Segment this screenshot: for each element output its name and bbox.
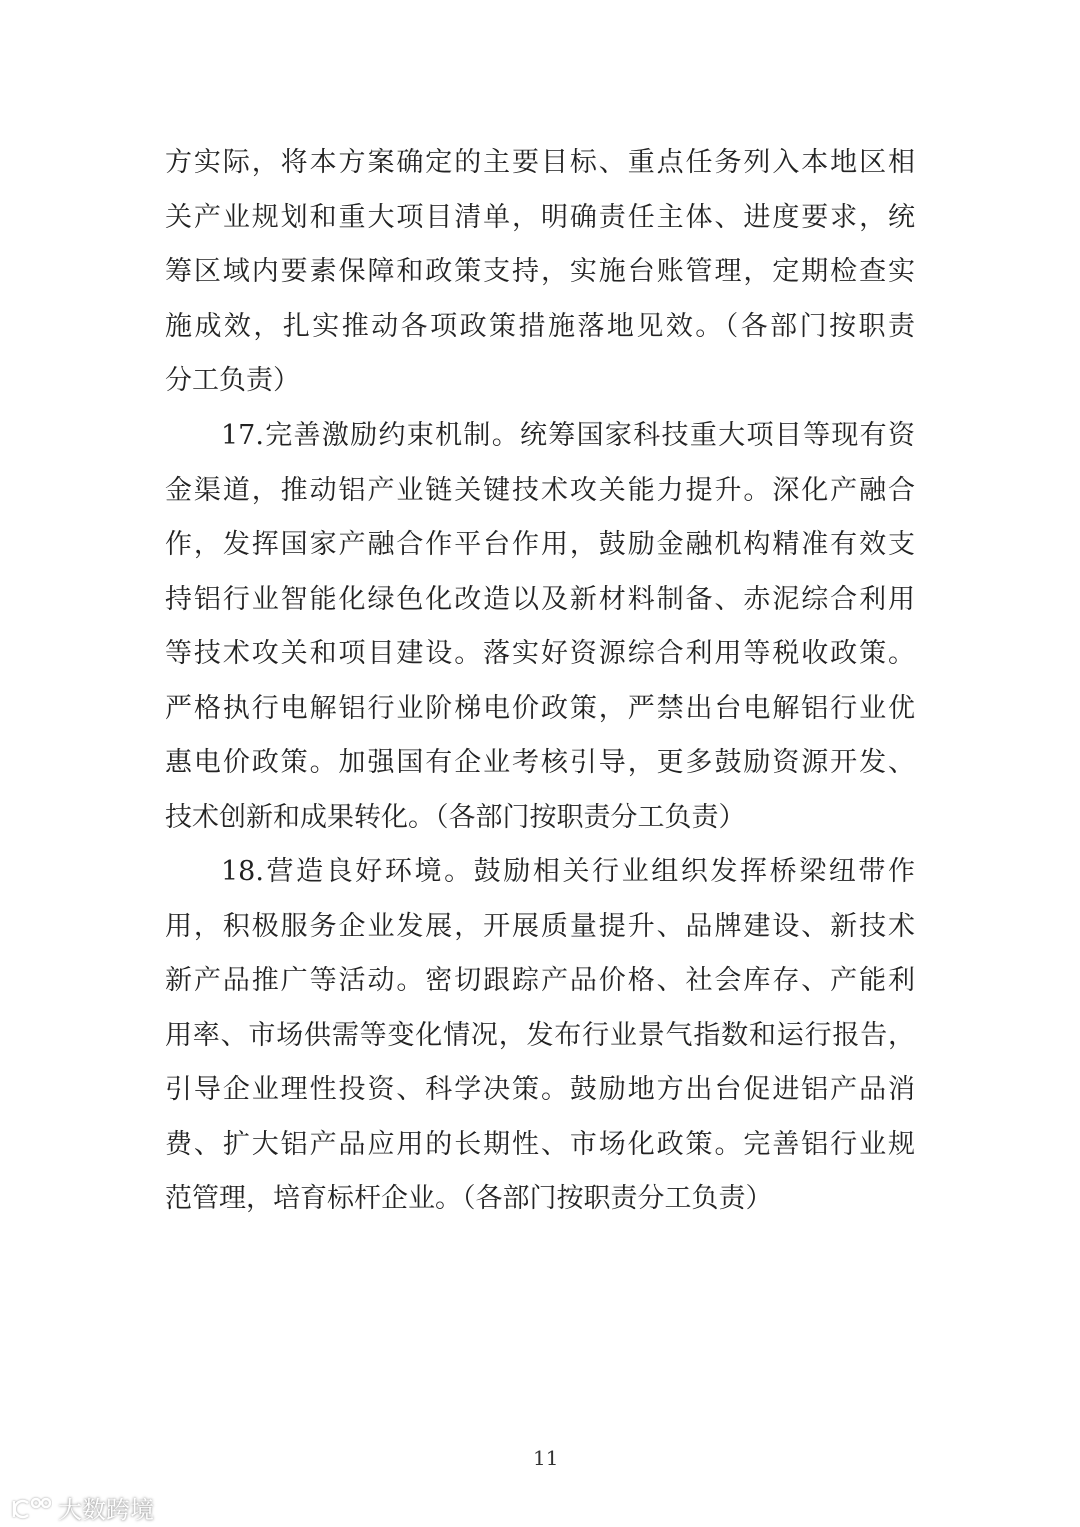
watermark-text: 大数跨境 bbox=[58, 1496, 154, 1524]
text-line: 关产业规划和重大项目清单，明确责任主体、进度要求，统 bbox=[165, 202, 915, 233]
text-line: 惠电价政策。加强国有企业考核引导，更多鼓励资源开发、 bbox=[165, 747, 915, 778]
text-line: 筹区域内要素保障和政策支持，实施台账管理，定期检查实 bbox=[165, 256, 915, 287]
text-line: 用率、市场供需等变化情况，发布行业景气指数和运行报告， bbox=[165, 1020, 915, 1051]
text-line: 新产品推广等活动。密切跟踪产品价格、社会库存、产能利 bbox=[165, 965, 915, 996]
text-line: 方实际，将本方案确定的主要目标、重点任务列入本地区相 bbox=[165, 147, 915, 178]
text-line: 技术创新和成果转化。（各部门按职责分工负责） bbox=[165, 802, 746, 833]
text-line: 分工负责） bbox=[165, 365, 300, 396]
text-line: 等技术攻关和项目建设。落实好资源综合利用等税收政策。 bbox=[165, 638, 915, 669]
text-line: 费、扩大铝产品应用的长期性、市场化政策。完善铝行业规 bbox=[165, 1129, 915, 1160]
text-line: 严格执行电解铝行业阶梯电价政策，严禁出台电解铝行业优 bbox=[165, 693, 915, 724]
section-17-heading-line: 17.完善激励约束机制。统筹国家科技重大项目等现有资 bbox=[221, 420, 915, 451]
text-line: 用，积极服务企业发展，开展质量提升、品牌建设、新技术 bbox=[165, 911, 915, 942]
text-line: 施成效，扎实推动各项政策措施落地见效。（各部门按职责 bbox=[165, 311, 915, 342]
text-line: 引导企业理性投资、科学决策。鼓励地方出台促进铝产品消 bbox=[165, 1074, 915, 1105]
text-line: 金渠道，推动铝产业链关键技术攻关能力提升。深化产融合 bbox=[165, 475, 915, 506]
text-line: 持铝行业智能化绿色化改造以及新材料制备、赤泥综合利用 bbox=[165, 584, 915, 615]
section-18-heading-line: 18.营造良好环境。鼓励相关行业组织发挥桥梁纽带作 bbox=[221, 856, 915, 887]
page-number: 11 bbox=[533, 1446, 559, 1470]
text-line: 作，发挥国家产融合作平台作用，鼓励金融机构精准有效支 bbox=[165, 529, 915, 560]
watermark bbox=[10, 1490, 154, 1525]
text-line: 范管理，培育标杆企业。（各部门按职责分工负责） bbox=[165, 1183, 773, 1214]
watermark-logo-icon bbox=[10, 1495, 52, 1521]
